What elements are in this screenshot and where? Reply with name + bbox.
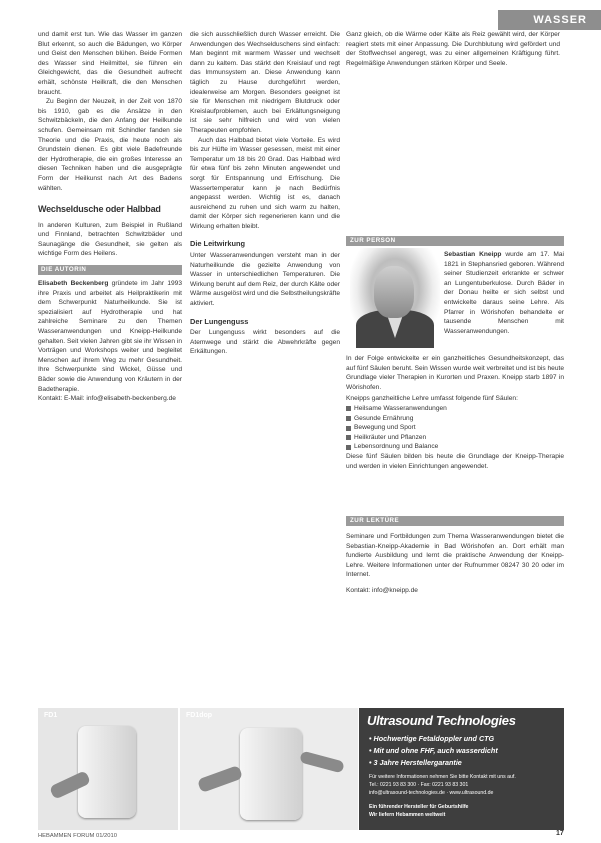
- column-3: [346, 30, 564, 68]
- band-zur-person: ZUR PERSON: [346, 236, 564, 246]
- person-text: In der Folge entwickelte er ein ganzheitliches Gesundheitskonzept, das auf fünf Säulen beruht. Sein Wissen wurde weit verbreitet und ist bis heute Grundlage vieler Therapien in Kurorten und Praxen. Kneipp starb 1897 in Wörishofen.: [346, 355, 564, 391]
- literatur-block: [346, 532, 564, 596]
- person-name: Sebastian Kneipp: [444, 251, 502, 258]
- col2-paragraph-1: die sich ausschließlich durch Wasser erreicht. Die Anwendungen des Wechselduschens sind einfach: Man beginnt mit warmem Wasser und wechselt dann zu kaltem. Das stärkt den Kreislauf und regt das Immunsystem an. Diese Anwendung kann täglich zu Hause durchgeführt werden, idealerweise am Morgen. Besonders geeignet ist sie für Menschen mit niedrigem Blutdruck oder Kreislaufproblemen, auch bei Erkältungsneigung ist sie sehr hilfreich und wird von vielen Therapeuten empfohlen.: [190, 31, 340, 134]
- doppler-device-icon: [240, 728, 302, 820]
- saeulen-intro: Kneipps ganzheitliche Lehre umfasst folgende fünf Säulen:: [346, 395, 518, 403]
- col2-paragraph-2: Auch das Halbbad bietet viele Vorteile. Es wird bis zur Hüfte im Wasser gesessen, meist mit einer Temperatur um 18 bis 20 Grad. Das Halbbad wird für etwa fünf bis zehn Minuten angewendet und sorgt für Entspannung und Erfrischung. Die Wassertemperatur kann je nach Bedürfnis angepasst werden. Wichtig ist es, danach ausreichend zu ruhen und sich warm zu halten, damit der Körper sich regenerieren kann und die Wirkung erhalten bleibt.: [190, 136, 340, 230]
- saeulen-list: [346, 404, 564, 452]
- doppler-device-icon: [78, 726, 136, 818]
- ad3-bullet-2: • Mit und ohne FHF, auch wasserdicht: [369, 746, 498, 755]
- ad3-bullet-1: • Hochwertige Fetaldoppler und CTG: [369, 734, 495, 743]
- col3-paragraph-after: Diese fünf Säulen bilden bis heute die Grundlage der Kneipp-Therapie und werden in vielen Einrichtungen angewendet.: [346, 452, 564, 470]
- ad3-bullet-2-text: Mit und ohne FHF, auch wasserdicht: [373, 746, 498, 755]
- column-1: [38, 30, 182, 404]
- person-intro-text: wurde am 17. Mai 1821 in Stephansried geboren. Während seiner Studienzeit erkrankte er schwer an Lungentuberkulose. Durch Bäder in der Donau heilte er sich selbst und entwickelte daraus seine Lehre. Als Pfarrer in Wörishofen behandelte er tausende Menschen mit Wasseranwendungen.: [444, 251, 565, 335]
- ad3-phone: Tel.: 0221 93 83 300 · Fax: 0221 93 83 301: [369, 782, 469, 788]
- col2-paragraph-4: Der Lungenguss wirkt besonders auf die Atemwege und stärkt die Abwehrkräfte gegen Erkältungen.: [190, 329, 340, 356]
- literatur-text: Seminare und Fortbildungen zum Thema Wasseranwendungen bietet die Sebastian-Kneipp-Akademie in Bad Wörishofen an. Dort erhält man fundierte Ausbildung und lernt die praktische Anwendung der Kneipp-Lehre. Weitere Informationen unter der Rufnummer 08247 30 20 oder im Internet.: [346, 533, 564, 579]
- column-2: [190, 30, 340, 357]
- band-zur-lektuere: ZUR LEKTÜRE: [346, 516, 564, 526]
- list-item: Heilkräuter und Pflanzen: [346, 433, 564, 443]
- col3-paragraph-1: Ganz gleich, ob die Wärme oder Kälte als Reiz gewählt wird, der Körper reagiert stets mit einer Anpassung. Die Durchblutung wird gefördert und der Stoffwechsel angeregt, was zu einer allgemeinen Kräftigung führt. Regelmäßige Anwendungen stärken Körper und Seele.: [346, 31, 560, 67]
- ad-ultrasound-technologies[interactable]: [359, 708, 564, 830]
- autorin-bio: [38, 279, 182, 394]
- page-number: 17: [556, 830, 564, 837]
- ad-fd1dop-label: FD1dop: [186, 712, 213, 719]
- autorin-contact: Kontakt: E-Mail: info@elisabeth-beckenberg.de: [38, 395, 176, 403]
- section-header: WASSER: [498, 10, 601, 30]
- list-item: Lebensordnung und Balance: [346, 442, 564, 452]
- heading-leitwirkung: Die Leitwirkung: [190, 239, 246, 249]
- heading-wechseldusche: Wechseldusche oder Halbbad: [38, 204, 161, 215]
- band-die-autorin: DIE AUTORIN: [38, 265, 182, 275]
- ad3-bullet-3-text: 3 Jahre Herstellergarantie: [373, 758, 462, 767]
- person-intro: [444, 250, 564, 336]
- list-item: Heilsame Wasseranwendungen: [346, 404, 564, 414]
- portrait-photo: [350, 248, 440, 348]
- ad3-info: Für weitere Informationen nehmen Sie bitte Kontakt mit uns auf.: [369, 774, 516, 780]
- ad3-tagline-1: Ein führender Hersteller für Geburtshilfe: [369, 804, 469, 810]
- col2-paragraph-3: Unter Wasseranwendungen versteht man in der Naturheilkunde die gezielte Anwendung von Wasser in unterschiedlichen Temperaturen. Die Wirkung beruht auf dem Reiz, der durch Kälte oder Wärme ausgelöst wird und die Selbstheilungskräfte aktiviert.: [190, 252, 340, 308]
- list-item: Gesunde Ernährung: [346, 414, 564, 424]
- person-continued: [346, 354, 564, 471]
- col1-paragraph-3: In anderen Kulturen, zum Beispiel in Rußland und Finnland, betrachten Schwitzbäder und Saunagänge die Gesundheit, sie gelten als wichtige Form des Heilens.: [38, 221, 182, 258]
- ad-fd1-label: FD1: [44, 712, 58, 719]
- footer-publication: HEBAMMEN FORUM 01/2010: [38, 833, 117, 839]
- col1-paragraph-2: Zu Beginn der Neuzeit, in der Zeit von 1870 bis 1910, gab es die Ansätze in den Schwitzbäckeln, die den Anfang der Heilkunde schufen. Gemeinsam mit Schindler fanden sie Theorie und die Praxis, die heute noch als Grundstein dienen. Es gibt viele Badefreunde der Hydrotherapie, die ein großes Interesse an diesen Techniken haben und die ausgeprägte Form der Heilkunst nach Art des Badens wählten.: [38, 98, 182, 192]
- person-intro-block: [444, 250, 564, 336]
- ad3-tagline-2: Wir liefern Hebammen weltweit: [369, 812, 446, 818]
- literatur-contact: Kontakt: info@kneipp.de: [346, 586, 418, 594]
- ad3-bullet-1-text: Hochwertige Fetaldoppler und CTG: [373, 734, 495, 743]
- col1-paragraph-1: und damit erst tun. Wie das Wasser im ganzen Blut erkennt, so auch die Bädungen, wo Körper und Geist den Menschen blühen. Beide Formen des Wasser sind Heilmittel, sie führen ein Gleichgewicht, das die Gesundheit aufrecht erhält, schönste Heilkraft, die den Menschen braucht.: [38, 31, 182, 96]
- probe-icon: [299, 751, 345, 774]
- portrait-face: [374, 266, 414, 318]
- ad-fd1[interactable]: [38, 708, 178, 830]
- heading-lungenguss: Der Lungenguss: [190, 316, 249, 326]
- list-item: Bewegung und Sport: [346, 423, 564, 433]
- autorin-text: gründete im Jahr 1993 ihre Praxis und arbeitet als Heilpraktikerin mit dem Schwerpunkt Naturheilkunde. Sie ist spezialisiert auf Hydrotherapie und hat zahlreiche Seminare zu den Themen Wasseranwendungen und Kneipp-Heilkunde gehalten. Seit vielen Jahren gibt sie ihr Wissen in Vorträgen und Workshops weiter und begleitet Menschen auf ihrem Weg zu mehr Gesundheit. Ihre Schwerpunkte sind Wickel, Güsse und Bäder sowie die Anwendung von Kräutern in der Badetherapie.: [38, 280, 182, 393]
- ad3-bullet-3: • 3 Jahre Herstellergarantie: [369, 758, 462, 767]
- probe-icon: [197, 765, 243, 793]
- ad3-title: Ultrasound Technologies: [367, 713, 516, 728]
- autorin-name: Elisabeth Beckenberg: [38, 280, 109, 288]
- ad-fd1dop[interactable]: [180, 708, 358, 830]
- ad3-email: info@ultrasound-technologies.de · www.ultrasound.de: [369, 790, 494, 796]
